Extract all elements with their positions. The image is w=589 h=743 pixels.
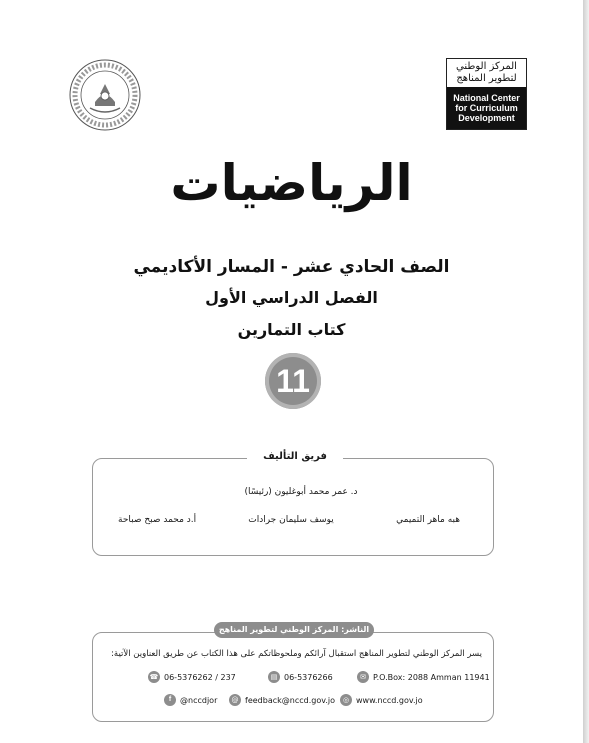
at-sign-icon: @ [229, 694, 241, 706]
website-text[interactable]: www.nccd.gov.jo [356, 695, 423, 705]
contact-fax [268, 670, 333, 684]
contact-phone [148, 670, 236, 684]
mailbox-icon: ✉ [357, 671, 369, 683]
nccd-logo-english: National Center for Curriculum Development [447, 87, 526, 129]
phone-text: 06-5376262 / 237 [164, 672, 236, 682]
phone-icon: ☎ [149, 673, 159, 681]
lead-author: د. عمر محمد أبوغليون (رئيسًا) [244, 487, 358, 497]
nccd-logo [446, 58, 527, 130]
author-2: يوسف سليمان جرادات [248, 515, 334, 525]
authors-box [92, 458, 494, 556]
ministry-seal-logo [68, 58, 142, 132]
page-edge-shadow [583, 0, 589, 743]
book-type: كتاب التمارين [237, 320, 346, 339]
facebook-icon: f [164, 694, 176, 706]
publisher-label: الناشر: المركز الوطني لتطوير المناهج [214, 622, 374, 638]
publisher-note: يسر المركز الوطني لتطوير المناهج استقبال آرائكم وملحوظاتكم على هذا الكتاب عن طريق العناوين الآتية: [111, 649, 482, 659]
contact-email[interactable] [229, 693, 335, 707]
grade-number-badge: 11 [265, 353, 321, 409]
author-3: أ.د محمد صبح صباحة [118, 515, 197, 525]
pobox-text: P.O.Box: 2088 Amman 11941 [373, 672, 490, 682]
facebook-text[interactable]: @nccdjor [180, 695, 218, 705]
authors-heading: فريق التأليف [247, 449, 343, 465]
contact-website[interactable] [340, 693, 423, 707]
author-1: هبه ماهر التميمي [396, 515, 460, 525]
contact-pobox [357, 670, 490, 684]
fax-icon: ▤ [268, 671, 280, 683]
email-text[interactable]: feedback@nccd.gov.jo [245, 695, 335, 705]
nccd-logo-arabic: المركز الوطني لتطوير المناهج [456, 61, 517, 84]
fax-text: 06-5376266 [284, 672, 333, 682]
globe-icon: ◎ [340, 694, 352, 706]
grade-line: الصف الحادي عشر - المسار الأكاديمي [133, 257, 450, 277]
contact-facebook[interactable] [164, 693, 217, 707]
book-title: الرياضيات [170, 154, 413, 212]
semester-line: الفصل الدراسي الأول [205, 288, 378, 307]
